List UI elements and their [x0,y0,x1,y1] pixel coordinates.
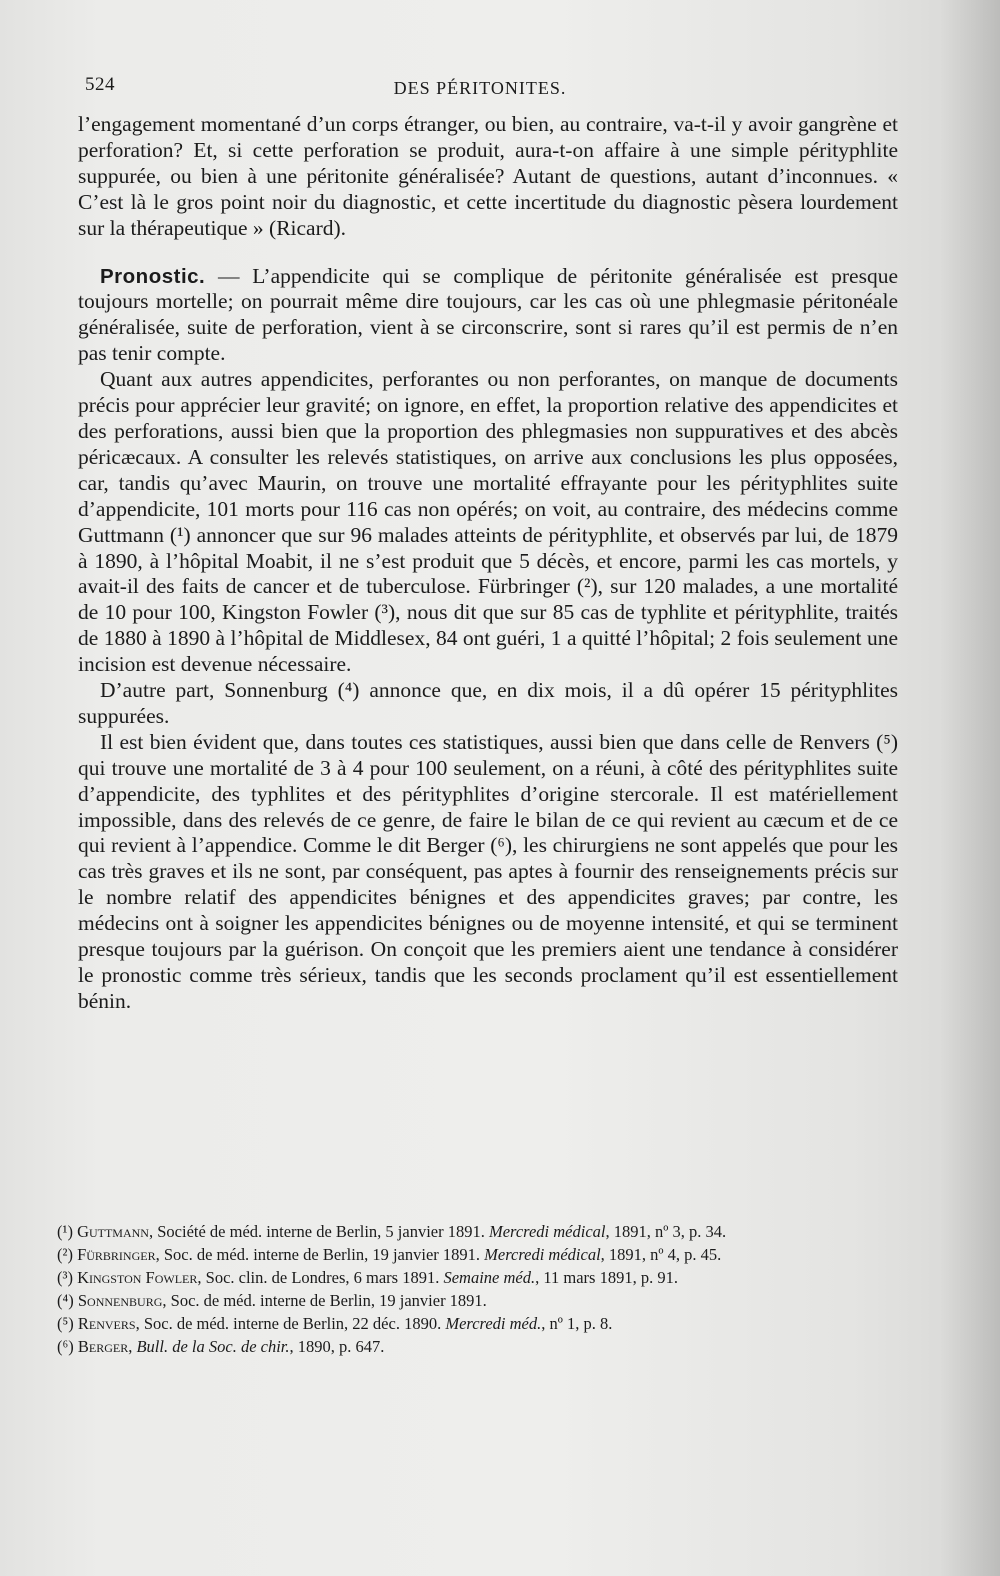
footnote-mark: (²) [57,1245,73,1264]
footnote-text: , Soc. de méd. interne de Berlin, 22 déc. 1890. [135,1314,446,1333]
paragraph-4: D’autre part, Sonnenburg (⁴) annonce que, en dix mois, il a dû opérer 15 pérityphlites suppurées. [78,678,898,728]
footnote [45,1245,875,1265]
footnote-tail: , nº 1, p. 8. [541,1314,613,1333]
footnote-author: Guttmann [77,1222,149,1241]
footnote-journal: Bull. de la Soc. de chir. [136,1337,290,1356]
footnote-tail: , 11 mars 1891, p. 91. [535,1268,678,1287]
page-edge-shadow [940,0,1000,1576]
paragraph-5: Il est bien évident que, dans toutes ces statistiques, aussi bien que dans celle de Renvers (⁵) qui trouve une mortalité de 3 à 4 pour 100 seulement, on a réuni, à côté des pérityphlites suite d’appendicite, des typhlites et des pérityphlites d’origine stercorale. Il est matériellement impossible, dans des relevés de ce genre, de faire le bilan de ce qui revient au cæcum et de ce qui revient à l’appendice. Comme le dit Berger (⁶), les chirurgiens ne sont appelés que pour les cas très graves et ils ne sont, par conséquent, pas aptes à fournir des renseignements précis sur le nombre relatif des appendicites bénignes et des appendicites graves; par contre, les médecins ont à soigner les appendicites bénignes ou de moyenne intensité, et qui se terminent presque toujours par la guérison. On conçoit que les premiers aient une tendance à considérer le pronostic comme très sérieux, tandis que les seconds proclament qu’il est essentiellement bénin. [78,729,898,1013]
paragraph-pronostic [78,264,898,368]
footnote-author: Sonnenburg [77,1291,163,1310]
footnote-text: , Soc. de méd. interne de Berlin, 19 janvier 1891. [162,1291,487,1310]
footnote-text: , Société de méd. interne de Berlin, 5 janvier 1891. [148,1222,489,1241]
page-number: 524 [85,74,115,95]
footnote-author: Kingston Fowler [77,1268,198,1287]
footnote [45,1314,875,1334]
footnote-journal: Semaine méd. [443,1268,536,1287]
footnote-author: Renvers [77,1314,136,1333]
footnote-author: Fürbringer [77,1245,156,1264]
footnote-mark: (⁶) [57,1337,74,1356]
footnote-mark: (³) [57,1268,73,1287]
paragraph-2-text: — L’appendicite qui se complique de péritonite généralisée est presque toujours mortelle; on pourrait même dire toujours, car les cas où une phlegmasie péritonéale généralisée, suite de perforation, vient à se circonscrire, sont si rares qu’il est permis de n’en pas tenir compte. [78,263,898,366]
footnote-text: , [128,1337,137,1356]
footnote [45,1291,875,1311]
footnotes [45,1222,875,1360]
paragraph-3: Quant aux autres appendicites, perforantes ou non perforantes, on manque de documents précis pour apprécier leur gravité; on ignore, en effet, la proportion relative des appendicites et des perforations, aussi bien que la proportion des phlegmasies non suppuratives et des abcès péricæcaux. A consulter les relevés statistiques, on arrive aux conclusions les plus opposées, car, tandis qu’avec Maurin, on trouve une mortalité effrayante pour les pérityphlites suite d’appendicite, 101 morts pour 116 cas non opérés; on voit, au contraire, des médecins comme Guttmann (¹) annoncer que sur 96 malades atteints de pérityphlite, et observés par lui, de 1879 à 1890, à l’hôpital Moabit, il ne s’est produit que 5 décès, et encore, parmi les cas mortels, y avait-il des faits de cancer et de tuberculose. Fürbringer (²), sur 120 malades, a une mortalité de 10 pour 100, Kingston Fowler (³), nous dit que sur 85 cas de typhlite et pérityphlite, traités de 1880 à 1890 à l’hôpital de Middlesex, 84 ont guéri, 1 a quitté l’hôpital; 2 fois seulement une incision est devenue nécessaire. [78,367,898,677]
running-head: DES PÉRITONITES. [393,78,567,98]
footnote-journal: Mercredi méd. [445,1314,542,1333]
footnote-mark: (⁴) [57,1291,74,1310]
footnote-text: , Soc. clin. de Londres, 6 mars 1891. [197,1268,444,1287]
body-text [78,112,898,1015]
footnote-journal: Mercredi médical [488,1222,606,1241]
paragraph-1: l’engagement momentané d’un corps étranger, ou bien, au contraire, va-t-il y avoir gangrène et perforation? Et, si cette perforation se produit, aura-t-on affaire à une simple pérityphlite suppurée, ou bien à une péritonite généralisée? Autant de questions, autant d’inconnues. « C’est là le gros point noir du diagnostic, et cette incertitude du diagnostic pèsera lourdement sur la thérapeutique » (Ricard). [78,112,898,240]
footnote [45,1337,875,1357]
footnote-tail: , 1891, nº 3, p. 34. [605,1222,727,1241]
footnote [45,1222,875,1242]
footnote-mark: (⁵) [57,1314,74,1333]
footnote-journal: Mercredi médical [484,1245,601,1264]
section-heading: Pronostic. [100,264,206,288]
footnote-tail: , 1890, p. 647. [289,1337,385,1356]
footnote [45,1268,875,1288]
page-header [85,74,875,104]
footnote-author: Berger [77,1337,129,1356]
footnote-mark: (¹) [57,1222,73,1241]
footnote-tail: , 1891, nº 4, p. 45. [600,1245,722,1264]
footnote-text: , Soc. de méd. interne de Berlin, 19 janvier 1891. [155,1245,485,1264]
